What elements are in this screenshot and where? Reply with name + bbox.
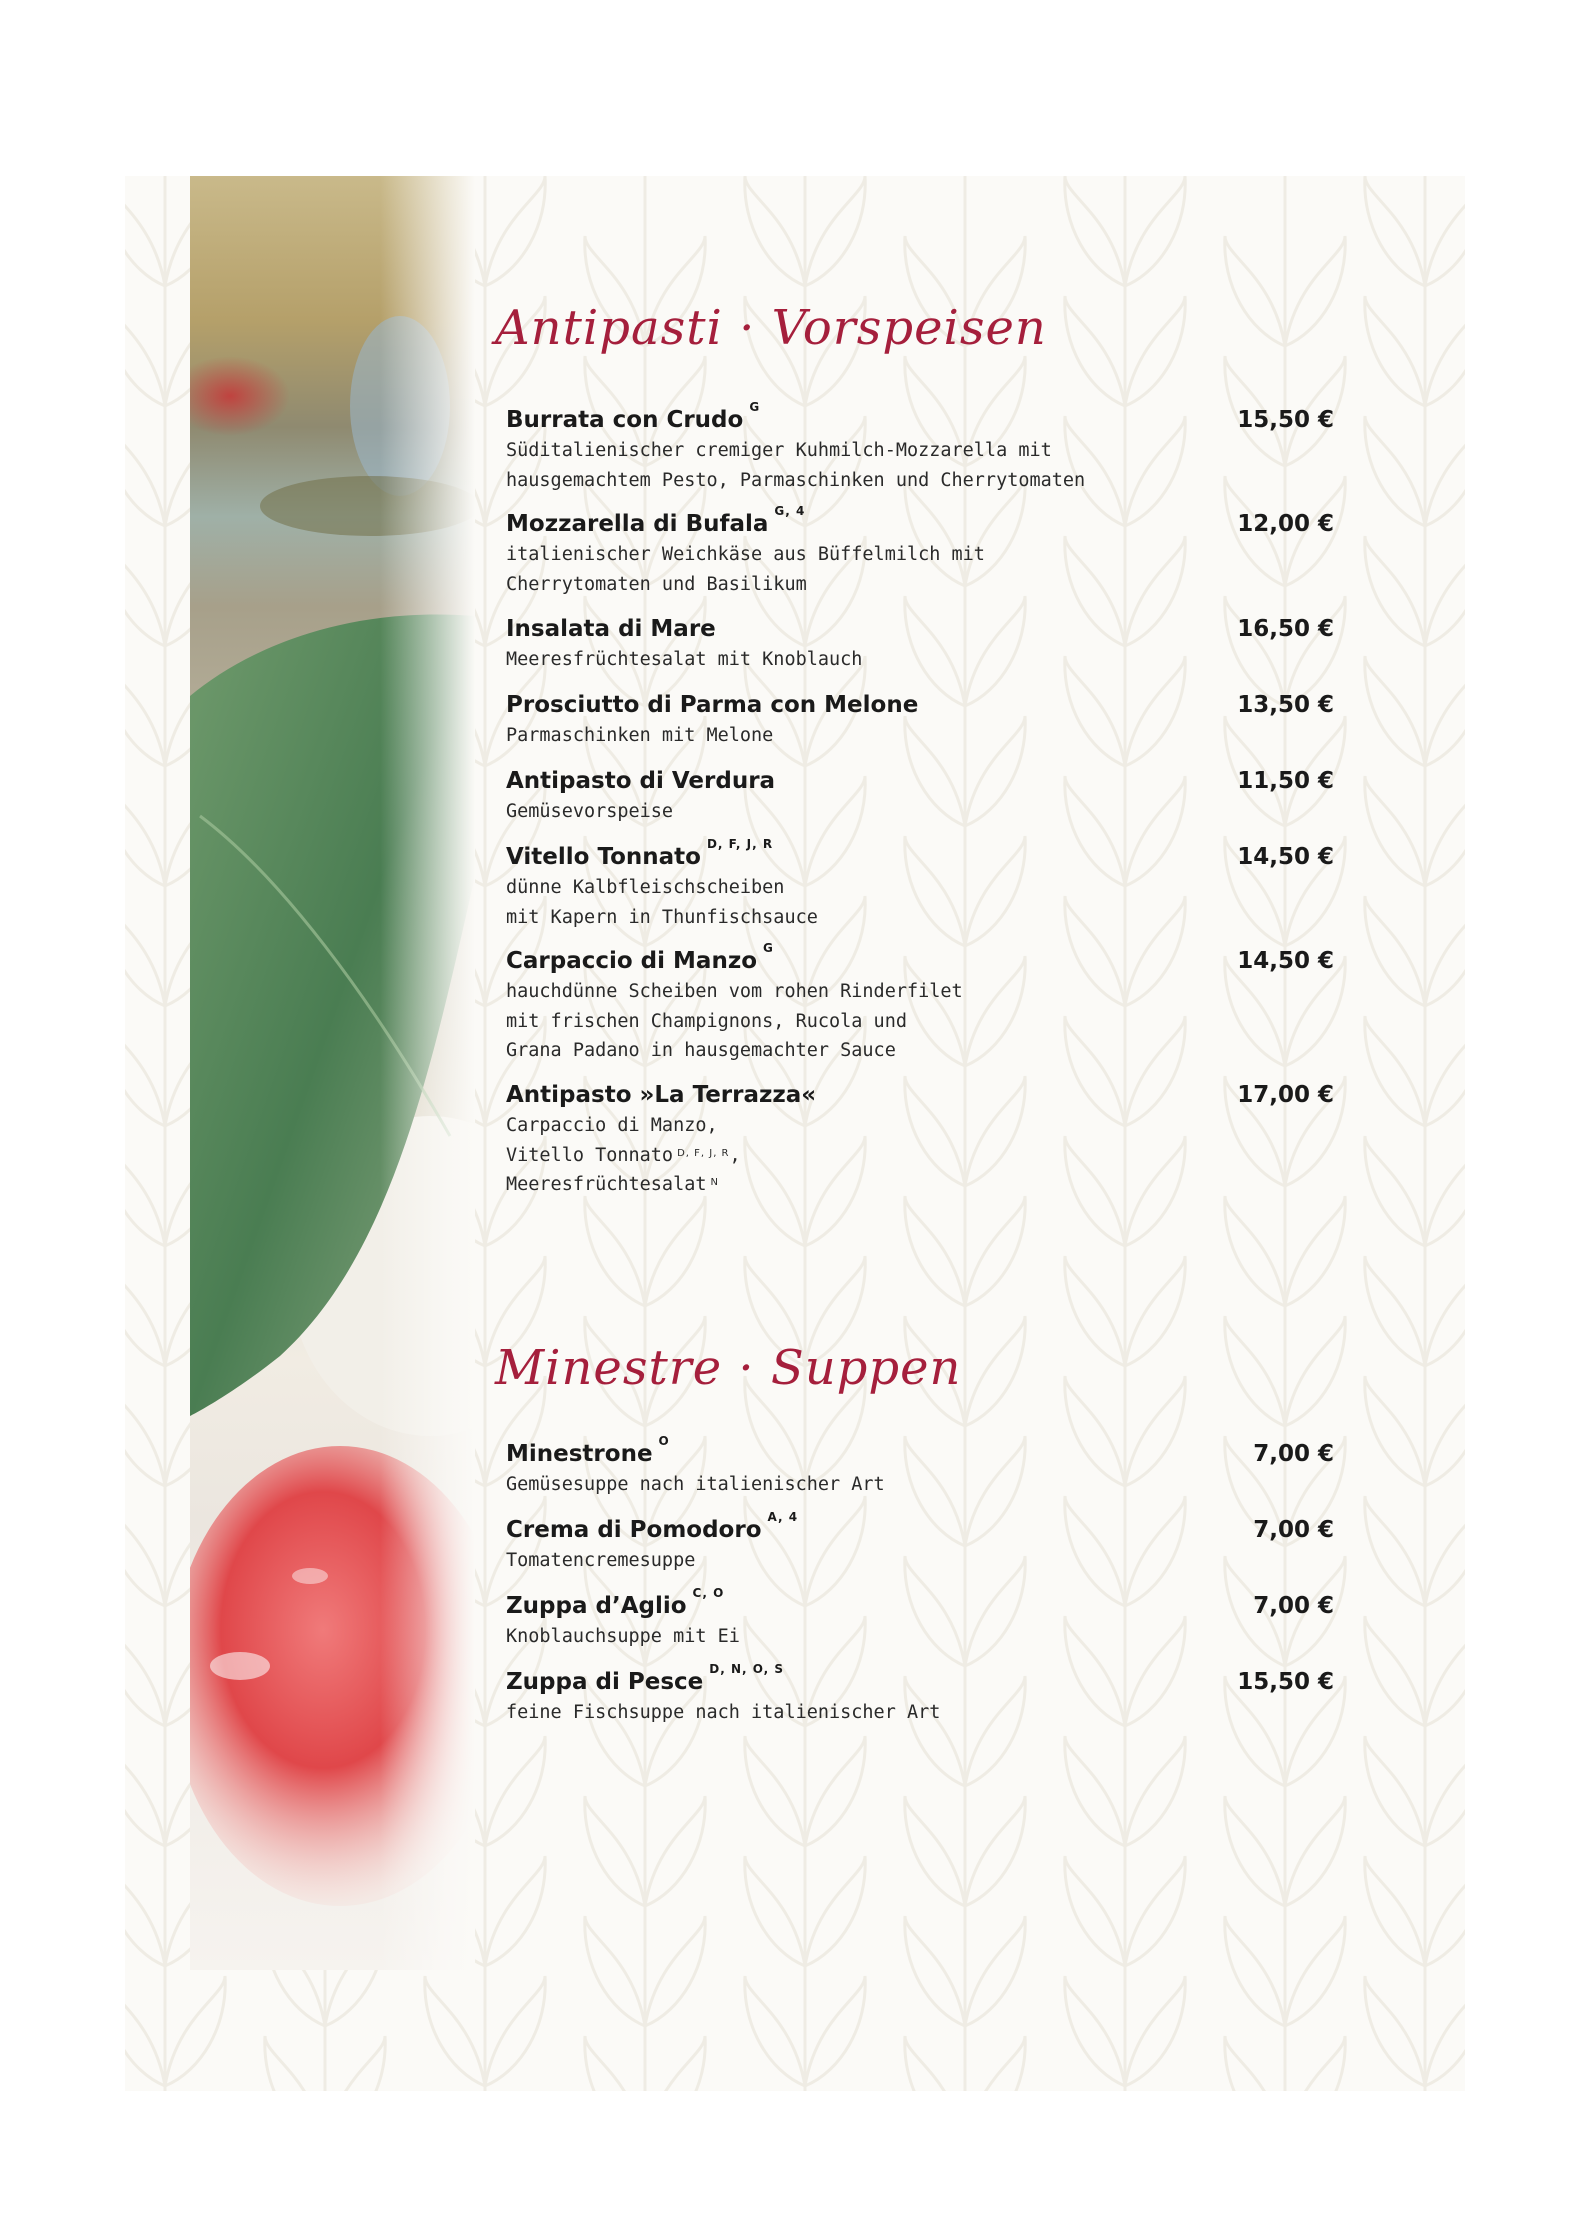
- menu-item-header: [506, 1662, 1334, 1698]
- dish-price: 14,50 €: [1237, 844, 1334, 870]
- menu-item-header: [506, 1434, 1334, 1470]
- menu-item: [506, 1510, 1334, 1576]
- dish-description: [506, 645, 1334, 675]
- dish-name: Burrata con Crudo: [506, 407, 744, 433]
- menu-item-header: [506, 400, 1334, 436]
- photo-fade: [380, 176, 475, 1970]
- dish-name: Crema di Pomodoro: [506, 1517, 762, 1543]
- dish-description: [506, 873, 1334, 932]
- description-text: Gemüsevorspeise: [506, 801, 674, 822]
- dish-name: Zuppa d’Aglio: [506, 1593, 687, 1619]
- dish-description: [506, 436, 1334, 495]
- description-text: hauchdünne Scheiben vom rohen Rinderfilet: [506, 981, 963, 1002]
- description-line: [506, 1622, 1334, 1652]
- description-line: [506, 1036, 1334, 1066]
- description-text: feine Fischsuppe nach italienischer Art: [506, 1702, 941, 1723]
- menu-item: [506, 613, 1334, 675]
- section-title-minestre: Minestre · Suppen: [495, 1340, 962, 1396]
- dish-name: Insalata di Mare: [506, 616, 716, 642]
- dish-description: [506, 1698, 1334, 1728]
- description-text: hausgemachtem Pesto, Parmaschinken und Cherrytomaten: [506, 469, 1086, 491]
- dish-price: 13,50 €: [1237, 692, 1334, 718]
- description-line: [506, 436, 1334, 466]
- description-line: [506, 903, 1334, 933]
- section-title-antipasti: Antipasti · Vorspeisen: [495, 300, 1047, 356]
- dish-name: Carpaccio di Manzo: [506, 948, 758, 974]
- menu-item-header: [506, 1586, 1334, 1622]
- dish-name: Zuppa di Pesce: [506, 1669, 704, 1695]
- menu-item: [506, 765, 1334, 827]
- description-text: Grana Padano in hausgemachter Sauce: [506, 1040, 896, 1061]
- menu-item: [506, 504, 1334, 599]
- dish-description: [506, 540, 1334, 599]
- description-text: mit Kapern in Thunfischsauce: [506, 906, 818, 928]
- menu-item-header: [506, 1079, 1334, 1111]
- dish-description: [506, 721, 1334, 751]
- description-text: Parmaschinken mit Melone: [506, 725, 774, 746]
- description-text: Meeresfrüchtesalat: [506, 1174, 707, 1195]
- dish-price: 15,50 €: [1237, 1669, 1334, 1695]
- menu-item-header: [506, 941, 1334, 977]
- description-line: [506, 570, 1334, 600]
- description-line: [506, 1141, 1334, 1171]
- description-text: Vitello Tonnato: [506, 1144, 674, 1166]
- description-line: [506, 1007, 1334, 1037]
- dish-name: Minestrone: [506, 1441, 653, 1467]
- menu-item-header: [506, 1510, 1334, 1546]
- allergen-codes: C, O: [692, 1586, 725, 1600]
- description-text: Knoblauchsuppe mit Ei: [506, 1626, 740, 1647]
- allergen-codes: D, F, J, R: [677, 1147, 730, 1159]
- dish-price: 11,50 €: [1237, 768, 1334, 794]
- menu-item-header: [506, 504, 1334, 540]
- dish-description: [506, 1546, 1334, 1576]
- description-text: Meeresfrüchtesalat mit Knoblauch: [506, 649, 863, 670]
- dish-price: 7,00 €: [1253, 1593, 1334, 1619]
- menu-item: [506, 1586, 1334, 1652]
- menu-item: [506, 941, 1334, 1066]
- description-line: [506, 1170, 1334, 1200]
- menu-item: [506, 400, 1334, 495]
- menu-item-header: [506, 765, 1334, 797]
- allergen-codes: D, F, J, R: [706, 837, 774, 851]
- description-text: Carpaccio di Manzo,: [506, 1115, 718, 1136]
- allergen-codes: N: [710, 1177, 719, 1188]
- menu-item: [506, 1079, 1334, 1200]
- dish-name: Vitello Tonnato: [506, 844, 701, 870]
- dish-name: Prosciutto di Parma con Melone: [506, 692, 919, 718]
- dish-price: 14,50 €: [1237, 948, 1334, 974]
- menu-item: [506, 1662, 1334, 1728]
- description-text: dünne Kalbfleischscheiben: [506, 877, 785, 898]
- dish-description: [506, 1111, 1334, 1200]
- description-line: [506, 977, 1334, 1007]
- description-text: mit frischen Champignons, Rucola und: [506, 1010, 907, 1032]
- dish-price: 12,00 €: [1237, 511, 1334, 537]
- dish-name: Antipasto »La Terrazza«: [506, 1082, 817, 1108]
- dish-price: 15,50 €: [1237, 407, 1334, 433]
- description-text: italienischer Weichkäse aus Büffelmilch mit: [506, 544, 985, 565]
- allergen-codes: G: [763, 941, 774, 955]
- description-line: [506, 466, 1334, 496]
- dish-description: [506, 797, 1334, 827]
- menu-item: [506, 837, 1334, 932]
- description-line: [506, 1698, 1334, 1728]
- dish-price: 7,00 €: [1253, 1441, 1334, 1467]
- description-line: [506, 721, 1334, 751]
- description-line: [506, 873, 1334, 903]
- dish-description: [506, 1622, 1334, 1652]
- dish-name: Mozzarella di Bufala: [506, 511, 769, 537]
- dish-description: [506, 1470, 1334, 1500]
- dish-name: Antipasto di Verdura: [506, 768, 776, 794]
- menu-item-header: [506, 837, 1334, 873]
- allergen-codes: G: [749, 400, 761, 414]
- dish-description: [506, 977, 1334, 1066]
- description-line: [506, 1470, 1334, 1500]
- description-line: [506, 1111, 1334, 1141]
- menu-item-header: [506, 613, 1334, 645]
- allergen-codes: A, 4: [767, 1510, 799, 1524]
- allergen-codes: D, N, O, S: [709, 1662, 785, 1676]
- description-line: [506, 645, 1334, 675]
- menu-item: [506, 689, 1334, 751]
- description-line: [506, 1546, 1334, 1576]
- description-line: [506, 540, 1334, 570]
- menu-item: [506, 1434, 1334, 1500]
- description-line: [506, 797, 1334, 827]
- description-text: Süditalienischer cremiger Kuhmilch-Mozzarella mit: [506, 440, 1052, 461]
- menu-item-header: [506, 689, 1334, 721]
- dish-price: 16,50 €: [1237, 616, 1334, 642]
- allergen-codes: O: [658, 1434, 670, 1448]
- dish-price: 7,00 €: [1253, 1517, 1334, 1543]
- description-text: Cherrytomaten und Basilikum: [506, 573, 807, 595]
- dish-price: 17,00 €: [1237, 1082, 1334, 1108]
- description-punctuation: ,: [729, 1144, 741, 1166]
- allergen-codes: G, 4: [774, 504, 806, 518]
- description-text: Tomatencremesuppe: [506, 1550, 696, 1571]
- description-text: Gemüsesuppe nach italienischer Art: [506, 1474, 885, 1495]
